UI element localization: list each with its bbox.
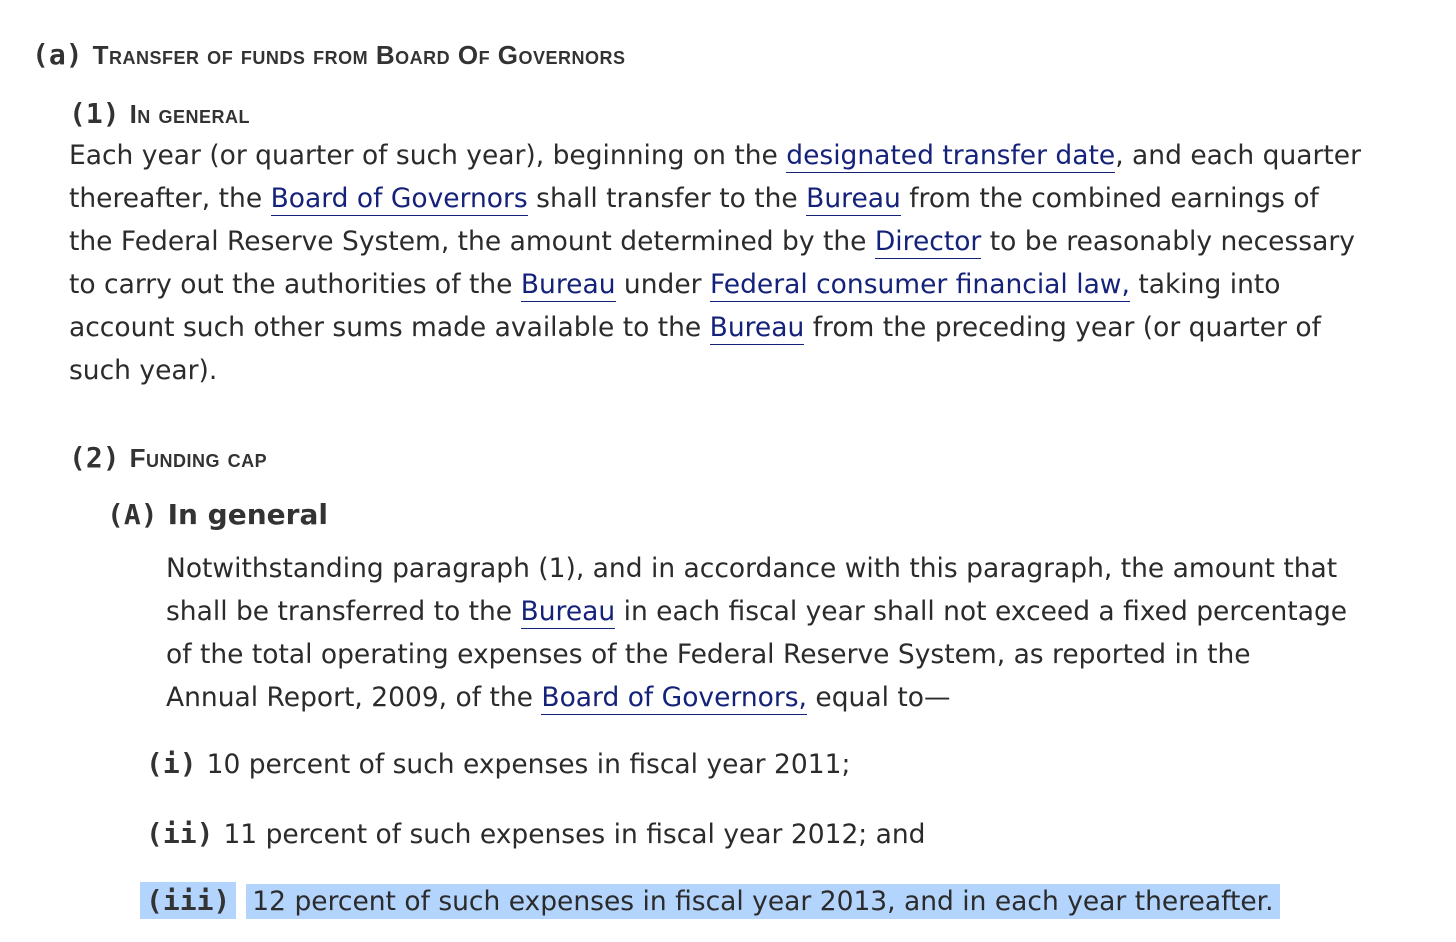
link-bureau[interactable]: Bureau xyxy=(709,312,805,343)
link-federal-consumer-financial-law[interactable]: Federal consumer financial law, xyxy=(709,269,1130,300)
paragraph-1-line: account such other sums made available to the Bureau from the preceding year (or quarter of xyxy=(69,312,1321,343)
paragraph-1-title: In general xyxy=(129,99,251,129)
clause-ii xyxy=(146,817,926,850)
subparagraph-a-line: of the total operating expenses of the Federal Reserve System, as reported in the xyxy=(166,639,1251,670)
subparagraph-a-body xyxy=(166,547,1347,719)
link-board-of-governors[interactable]: Board of Governors xyxy=(270,183,528,214)
paragraph-2-heading xyxy=(69,441,267,474)
link-designated-transfer-date[interactable]: designated transfer date xyxy=(786,140,1116,171)
clause-ii-number: (ii) xyxy=(146,817,214,850)
clause-iii xyxy=(140,884,1280,917)
subparagraph-a-line: Annual Report, 2009, of the Board of Governors, equal to— xyxy=(166,682,951,713)
subparagraph-a-line: Notwithstanding paragraph (1), and in accordance with this paragraph, the amount that xyxy=(166,553,1338,584)
link-board-of-governors[interactable]: Board of Governors, xyxy=(541,682,807,713)
section-a-number: (a) xyxy=(32,38,83,71)
paragraph-1-body xyxy=(69,134,1361,392)
section-a-heading xyxy=(32,38,626,71)
paragraph-1-line: the Federal Reserve System, the amount determined by the Director to be reasonably necessary xyxy=(69,226,1355,257)
clause-iii-number: (iii) xyxy=(140,882,236,919)
clause-i xyxy=(146,747,850,780)
clause-ii-text: 11 percent of such expenses in fiscal year 2012; and xyxy=(223,819,926,850)
subparagraph-a-number: (A) xyxy=(107,498,158,531)
section-a-title: Transfer of funds from Board Of Governors xyxy=(92,40,626,70)
subparagraph-a-title: In general xyxy=(167,498,328,531)
paragraph-1-line: to carry out the authorities of the Bureau under Federal consumer financial law, taking into xyxy=(69,269,1281,300)
link-bureau[interactable]: Bureau xyxy=(520,596,616,627)
paragraph-1-number: (1) xyxy=(69,97,120,130)
link-director[interactable]: Director xyxy=(874,226,982,257)
link-bureau[interactable]: Bureau xyxy=(520,269,616,300)
paragraph-2-number: (2) xyxy=(69,441,120,474)
clause-i-text: 10 percent of such expenses in fiscal year 2011; xyxy=(206,749,851,780)
paragraph-1-heading xyxy=(69,97,250,130)
clause-i-number: (i) xyxy=(146,747,197,780)
link-bureau[interactable]: Bureau xyxy=(806,183,901,214)
subparagraph-a-line: shall be transferred to the Bureau in each fiscal year shall not exceed a fixed percentage xyxy=(166,596,1348,627)
paragraph-1-line: Each year (or quarter of such year), beginning on the designated transfer date, and each quarter xyxy=(69,140,1361,171)
paragraph-1-line: such year). xyxy=(69,355,218,386)
paragraph-2-title: Funding cap xyxy=(129,443,268,473)
paragraph-1-line: thereafter, the Board of Governors shall transfer to the Bureau from the combined earnings of xyxy=(69,183,1319,214)
subparagraph-a-heading xyxy=(107,498,328,531)
clause-iii-text: 12 percent of such expenses in fiscal year 2013, and in each year thereafter. xyxy=(246,884,1279,919)
